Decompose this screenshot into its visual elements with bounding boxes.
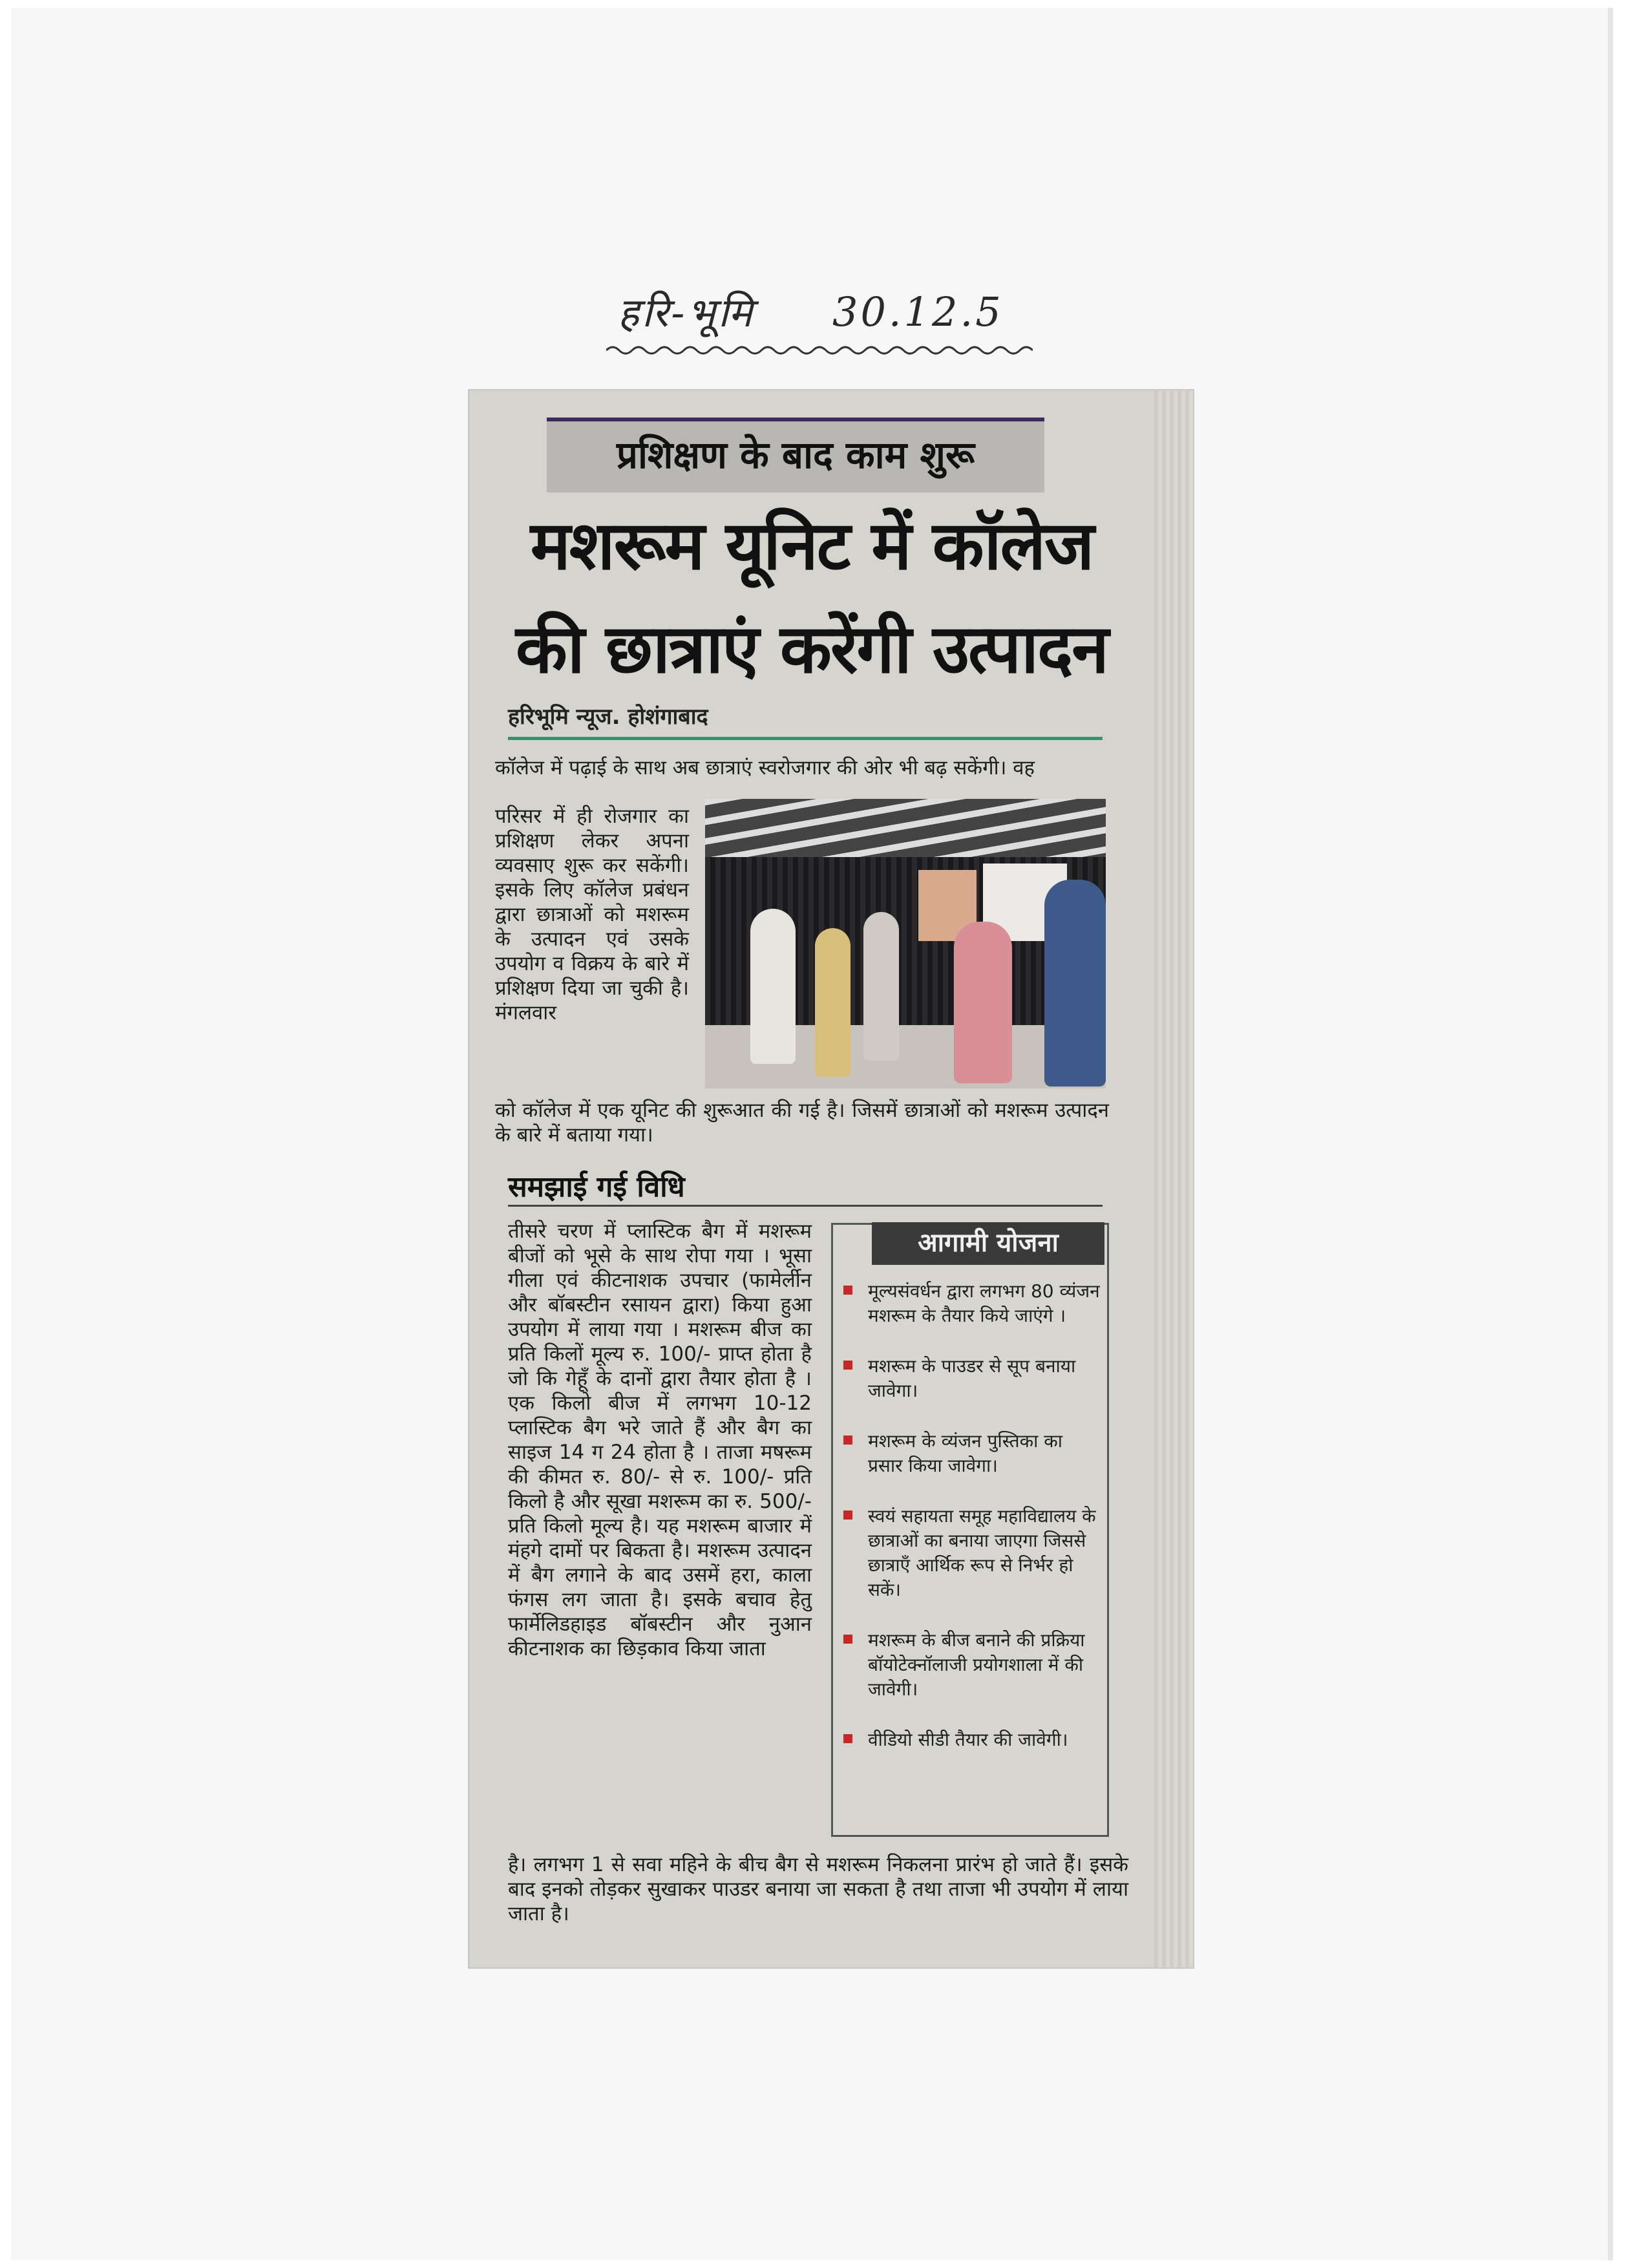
plan-item: मशरूम के व्यंजन पुस्तिका का प्रसार किया जावेगा। <box>842 1429 1101 1478</box>
square-bullet-icon <box>843 1286 852 1295</box>
square-bullet-icon <box>843 1361 852 1370</box>
scanned-page <box>12 8 1613 2260</box>
upcoming-plan-box <box>831 1223 1109 1837</box>
article-kicker: प्रशिक्षण के बाद काम शुरू <box>547 418 1044 493</box>
intro-paragraph-top: कॉलेज में पढ़ाई के साथ अब छात्राएं स्वरोजगार की ओर भी बढ़ सकेंगी। वह <box>495 756 1035 779</box>
upcoming-plan-title: आगामी योजना <box>872 1222 1104 1265</box>
plan-item: मशरूम के पाउडर से सूप बनाया जावेगा। <box>842 1354 1101 1403</box>
plan-item: मशरूम के बीज बनाने की प्रक्रिया बॉयोटेक्नॉलाजी प्रयोगशाला में की जावेगी। <box>842 1628 1101 1702</box>
newspaper-clipping <box>469 390 1193 1967</box>
clipping-torn-edge <box>1154 390 1193 1967</box>
headline-line-1: मशरूम यूनिट में कॉलेज <box>530 506 1093 585</box>
method-paragraph-bottom: है। लगभग 1 से सवा महिने के बीच बैग से मशरूम निकलना प्रारंभ हो जाते हैं। इसके बाद इनको तोड़कर सुखाकर पाउडर बनाया जा सकता है तथा ताजा भी उपयोग में लाया जाता है। <box>508 1853 1128 1925</box>
handwritten-note <box>606 279 1033 357</box>
intro-paragraph-bottom: को कॉलेज में एक यूनिट की शुरूआत की गई है। जिसमें छात्राओं को मशरूम उत्पादन के बारे में बताया गया। <box>495 1099 1109 1147</box>
plan-item: मूल्यसंवर्धन द्वारा लगभग 80 व्यंजन मशरूम के तैयार किये जाएंगे । <box>842 1279 1101 1328</box>
section-subhead: समझाई गई विधि <box>508 1166 1103 1207</box>
article-photo <box>705 799 1106 1088</box>
handwritten-date: 30.12.5 <box>832 288 1004 335</box>
article-headline <box>502 494 1122 701</box>
handwritten-source: हरि-भूमि <box>618 289 755 336</box>
square-bullet-icon <box>843 1510 852 1520</box>
article-byline: हरिभूमि न्यूज. होशंगाबाद <box>508 701 1103 740</box>
square-bullet-icon <box>843 1734 852 1743</box>
plan-item: स्वयं सहायता समूह महाविद्यालय के छात्राओं का बनाया जाएगा जिससे छात्राएँ आर्थिक रूप से निर्भर हो सकें। <box>842 1504 1101 1602</box>
intro-paragraph-left: परिसर में ही रोजगार का प्रशिक्षण लेकर अपना व्यवसाए शुरू कर सकेंगी। इसके लिए कॉलेज प्रबंधन द्वारा छात्राओं को मशरूम के उत्पादन एवं उसके उपयोग व विक्रय के बारे में प्रशिक्षण दिया जा चुकी है। मंगलवार <box>495 805 689 1024</box>
wavy-underline <box>606 344 1033 357</box>
square-bullet-icon <box>843 1436 852 1445</box>
upcoming-plan-list <box>842 1279 1101 1778</box>
square-bullet-icon <box>843 1635 852 1644</box>
method-paragraph: तीसरे चरण में प्लास्टिक बैग में मशरूम बीजों को भूसे के साथ रोपा गया । भूसा गीला एवं कीटनाशक उपचार (फामेर्लीन और बॉबस्टीन रसायन द्वारा) किया हुआ उपयोग में लाया गया । मशरूम बीज का प्रति किलों मूल्य रु. 100/- प्राप्त होता है जो कि गेहूँ के दानों द्वारा तैयार होता है । एक किलो बीज में लगभग 10-12 प्लास्टिक बैग भरे जाते हैं और बैग का साइज 14 ग 24 होता है । ताजा मषरूम की कीमत रु. 80/- से रु. 100/- प्रति किलो है और सूखा मशरूम का रु. 500/- प्रति किलो मूल्य है। यह मशरूम बाजार में मंहगे दामों पर बिकता है। मशरूम उत्पादन में बैग लगाने के बाद उसमें हरा, काला फंगस लग जाता है। इसके बचाव हेतु फार्मेलिडहाइड बॉबस्टीन और नुआन कीटनाशक का छिड़काव किया जाता <box>508 1220 812 1660</box>
headline-line-2: की छात्राएं करेंगी उत्पादन <box>516 609 1108 688</box>
plan-item: वीडियो सीडी तैयार की जावेगी। <box>842 1728 1101 1752</box>
